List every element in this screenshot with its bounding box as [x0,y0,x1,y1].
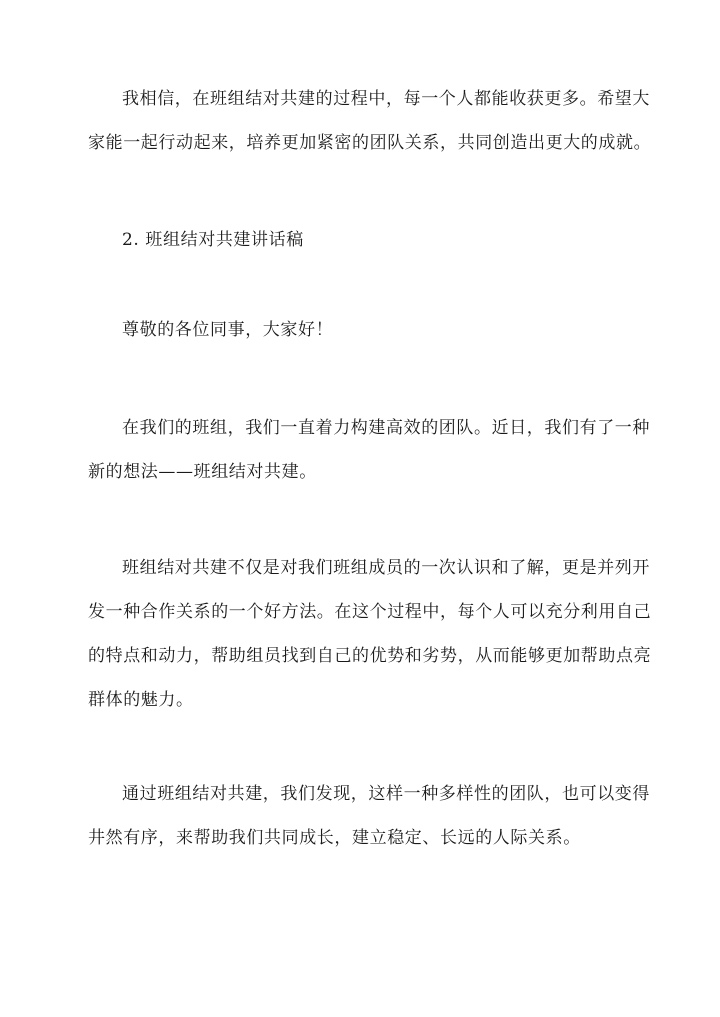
paragraph-line: 我相信，在班组结对共建的过程中，每一个人都能收获更多。希望大 [122,89,650,109]
paragraph-conclusion [88,772,650,860]
paragraph-closing-remarks [88,77,652,165]
paragraph-line: 群体的魅力。 [88,690,194,710]
greeting: 尊敬的各位同事，大家好！ [122,320,334,340]
section-heading: 2. 班组结对共建讲话稿 [122,230,304,250]
paragraph-line: 通过班组结对共建，我们发现，这样一种多样性的团队，也可以变得 [122,784,650,804]
paragraph-line: 新的想法——班组结对共建。 [88,462,317,482]
paragraph-introduction [88,406,650,494]
paragraph-line: 家能一起行动起来，培养更加紧密的团队关系，共同创造出更大的成就。 [88,133,652,153]
paragraph-line: 在我们的班组，我们一直着力构建高效的团队。近日，我们有了一种 [122,418,650,438]
paragraph-line: 班组结对共建不仅是对我们班组成员的一次认识和了解，更是并列开 [122,558,650,578]
paragraph-line: 的特点和动力，帮助组员找到自己的优势和劣势，从而能够更加帮助点亮 [88,646,652,666]
paragraph-benefits [88,546,652,722]
paragraph-line: 井然有序，来帮助我们共同成长，建立稳定、长远的人际关系。 [88,828,581,848]
paragraph-line: 发一种合作关系的一个好方法。在这个过程中，每个人可以充分利用自己 [88,602,652,622]
